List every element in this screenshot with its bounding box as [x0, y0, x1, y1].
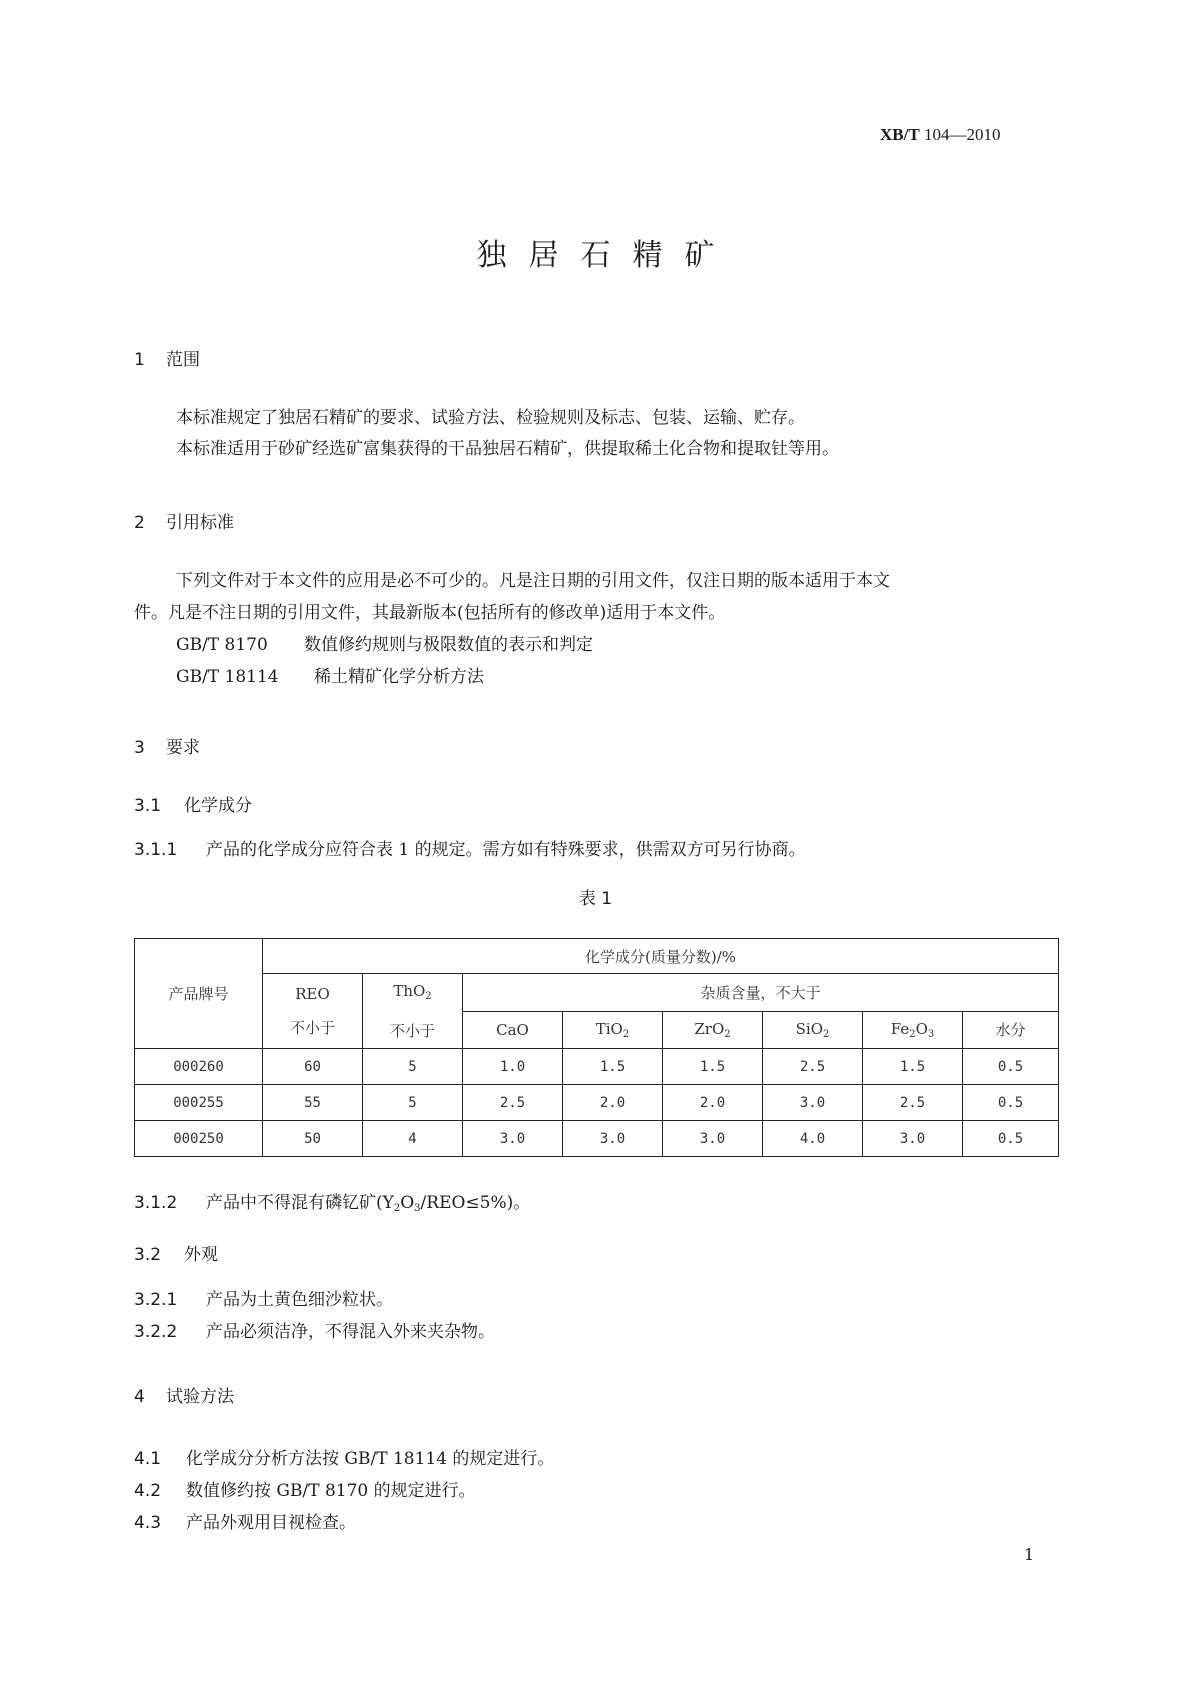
header-tio2: TiO$_2$	[563, 1011, 663, 1049]
cell-cao: 1.0	[463, 1049, 563, 1085]
reference-1-code: GB/T 8170	[176, 635, 268, 655]
section-3-title: 要求	[166, 738, 200, 758]
chemical-composition-table	[134, 938, 1059, 1157]
clause-3-2-1-number: 3.2.1	[134, 1290, 178, 1310]
cell-sio2: 4.0	[763, 1121, 863, 1157]
standard-code	[880, 125, 1000, 145]
reference-2	[176, 662, 484, 693]
clause-3-1-2	[134, 1188, 530, 1214]
clause-3-2-1	[134, 1285, 393, 1310]
cell-reo: 50	[263, 1121, 363, 1157]
header-fe2o3: $Fe_2O_3$	[863, 1011, 963, 1049]
cell-sio2: 2.5	[763, 1049, 863, 1085]
section-2-para-line-1: 下列文件对于本文件的应用是必不可少的。凡是注日期的引用文件，仅注日期的版本适用于本文	[176, 571, 890, 591]
cell-zro2: 1.5	[663, 1049, 763, 1085]
clause-4-3-number: 4.3	[134, 1513, 162, 1533]
cell-water: 0.5	[963, 1049, 1059, 1085]
cell-tho2: 5	[363, 1085, 463, 1121]
clause-4-2	[134, 1476, 476, 1501]
clause-3-1-1-text: 产品的化学成分应符合表 1 的规定。需方如有特殊要求，供需双方可另行协商。	[206, 840, 806, 860]
cell-water: 0.5	[963, 1121, 1059, 1157]
header-tho2-label: ThO$_2$	[393, 982, 432, 1002]
section-3-2-number: 3.2	[134, 1245, 162, 1265]
cell-cao: 3.0	[463, 1121, 563, 1157]
section-3-1-heading	[134, 791, 252, 816]
standard-code-number: 104—2010	[923, 125, 1001, 144]
section-1-title: 范围	[166, 350, 200, 370]
cell-tio2: 3.0	[563, 1121, 663, 1157]
section-2-heading	[134, 508, 234, 533]
header-reo-min: 不小于	[289, 1019, 335, 1037]
section-3-heading	[134, 733, 200, 758]
section-1-number: 1	[134, 350, 145, 370]
cell-tio2: 1.5	[563, 1049, 663, 1085]
cell-fe2o3: 2.5	[863, 1085, 963, 1121]
section-2-para-line-2: 件。凡是不注日期的引用文件，其最新版本(包括所有的修改单)适用于本文件。	[134, 603, 726, 623]
cell-zro2: 3.0	[663, 1121, 763, 1157]
cell-grade: 000255	[135, 1085, 263, 1121]
clause-3-1-1	[134, 835, 806, 860]
clause-3-2-2-text: 产品必须洁净，不得混入外来夹杂物。	[206, 1322, 495, 1342]
clause-3-1-2-text: 产品中不得混有磷钇矿$(Y_2O_3/REO\le 5\%)$。	[206, 1193, 531, 1214]
reference-2-code: GB/T 18114	[176, 667, 279, 687]
table-row	[135, 1085, 1059, 1121]
clause-4-2-number: 4.2	[134, 1481, 162, 1501]
cell-grade: 000260	[135, 1049, 263, 1085]
section-3-1-title: 化学成分	[184, 796, 252, 816]
header-tho2	[363, 974, 463, 1049]
section-3-number: 3	[134, 738, 145, 758]
cell-fe2o3: 1.5	[863, 1049, 963, 1085]
header-tho2-min: 不小于	[389, 1022, 435, 1040]
section-2-number: 2	[134, 513, 145, 533]
cell-cao: 2.5	[463, 1085, 563, 1121]
cell-zro2: 2.0	[663, 1085, 763, 1121]
cell-sio2: 3.0	[763, 1085, 863, 1121]
header-water: 水分	[963, 1011, 1059, 1049]
page-number: 1	[1024, 1545, 1035, 1564]
clause-4-3	[134, 1508, 356, 1533]
section-4-number: 4	[134, 1387, 145, 1407]
reference-1-name: 数值修约规则与极限数值的表示和判定	[304, 635, 593, 655]
section-4-heading	[134, 1382, 234, 1407]
clause-3-2-2-number: 3.2.2	[134, 1322, 178, 1342]
section-3-2-heading	[134, 1240, 218, 1265]
section-4-title: 试验方法	[166, 1387, 234, 1407]
clause-3-1-2-number: 3.1.2	[134, 1193, 178, 1213]
cell-tio2: 2.0	[563, 1085, 663, 1121]
reference-1	[176, 630, 593, 661]
clause-4-2-text: 数值修约按 GB/T 8170 的规定进行。	[186, 1481, 476, 1501]
section-3-2-title: 外观	[184, 1245, 218, 1265]
header-impurity: 杂质含量，不大于	[463, 974, 1059, 1012]
cell-grade: 000250	[135, 1121, 263, 1157]
section-3-1-number: 3.1	[134, 796, 162, 816]
header-product-grade: 产品牌号	[135, 939, 263, 1049]
cell-tho2: 5	[363, 1049, 463, 1085]
header-reo-label: REO	[295, 985, 330, 1003]
section-1-heading	[134, 345, 200, 370]
standard-code-prefix: XB/T	[880, 125, 920, 144]
cell-reo: 55	[263, 1085, 363, 1121]
table-1-title: 表 1	[578, 889, 613, 909]
clause-4-3-text: 产品外观用目视检查。	[186, 1513, 356, 1533]
clause-4-1-number: 4.1	[134, 1449, 162, 1469]
clause-3-2-1-text: 产品为土黄色细沙粒状。	[206, 1290, 393, 1310]
table-row	[135, 1049, 1059, 1085]
reference-2-name: 稀土精矿化学分析方法	[314, 667, 484, 687]
document-title: 独居石精矿	[476, 238, 737, 273]
section-1-para-1: 本标准规定了独居石精矿的要求、试验方法、检验规则及标志、包装、运输、贮存。	[176, 408, 805, 428]
section-1-para-2: 本标准适用于砂矿经选矿富集获得的干品独居石精矿，供提取稀土化合物和提取钍等用。	[176, 439, 839, 459]
cell-reo: 60	[263, 1049, 363, 1085]
cell-water: 0.5	[963, 1085, 1059, 1121]
clause-4-1	[134, 1444, 554, 1469]
cell-fe2o3: 3.0	[863, 1121, 963, 1157]
header-cao: CaO	[463, 1011, 563, 1049]
clause-3-1-1-number: 3.1.1	[134, 840, 178, 860]
cell-tho2: 4	[363, 1121, 463, 1157]
clause-3-2-2	[134, 1317, 495, 1342]
header-reo	[263, 974, 363, 1049]
table-row	[135, 1121, 1059, 1157]
header-chemical-composition: 化学成分(质量分数)/%	[263, 939, 1059, 974]
clause-4-1-text: 化学成分分析方法按 GB/T 18114 的规定进行。	[186, 1449, 555, 1469]
section-2-title: 引用标准	[166, 513, 234, 533]
header-zro2: ZrO$_2$	[663, 1011, 763, 1049]
header-sio2: SiO$_2$	[763, 1011, 863, 1049]
